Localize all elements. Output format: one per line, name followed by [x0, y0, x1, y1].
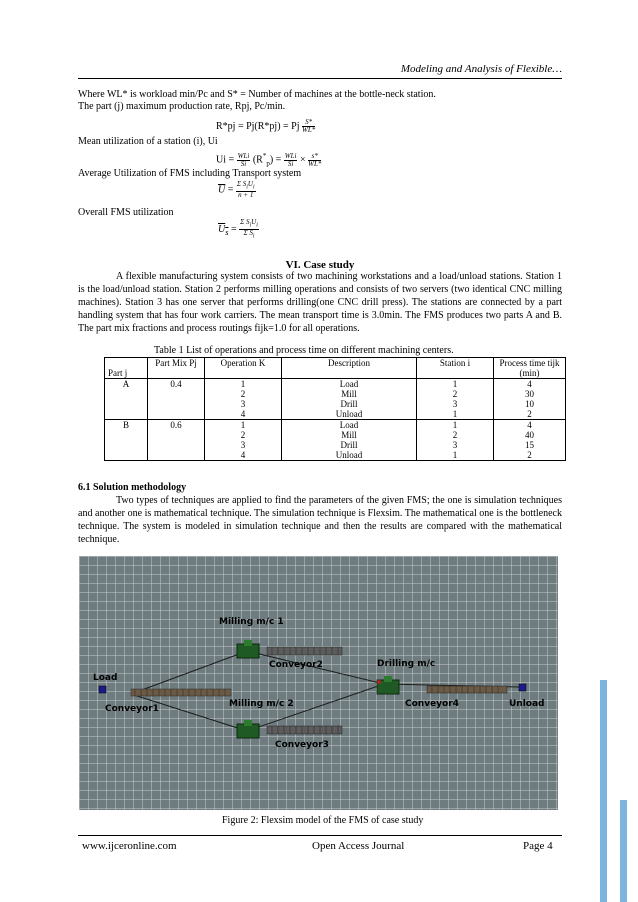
case-study-text: A flexible manufacturing system consists of two machining workstations and a load/unload stations. Station 1 is the load/unload station. Station 2 performs milling operations and consists of two servers (two identical CNC milling machines). Station 3 has one server that performs drilling(one CNC drill press). The stations are connected by a part handling system that has four work carriers. The mean transport time is 3.0min. The FMS produces two parts A and B. The part mix fractions and process routings fijk=1.0 for all operations.	[78, 271, 562, 334]
station-cell: 1	[417, 409, 494, 420]
time-cell: 4	[494, 420, 566, 431]
load-label: Load	[93, 673, 118, 683]
table-header-row	[105, 358, 566, 379]
station-cell: 1	[417, 379, 494, 390]
description-cell: Drill	[282, 440, 417, 450]
header-description: Description	[282, 358, 417, 379]
section-title: VI. Case study	[285, 259, 355, 271]
time-cell: 2	[494, 450, 566, 461]
mean-utilization-fraction-b: $\frac{\text{WLi}}{Si}$	[284, 151, 297, 168]
drilling-label: Drilling m/c	[377, 659, 436, 669]
table-row	[105, 450, 566, 461]
description-cell: Mill	[282, 389, 417, 399]
footer-website[interactable]: www.ijceronline.com	[82, 840, 177, 852]
time-cell: 4	[494, 379, 566, 390]
station-cell: 1	[417, 450, 494, 461]
table-row	[105, 430, 566, 440]
footer-rule	[78, 835, 562, 836]
methodology-paragraph	[78, 494, 562, 546]
mean-utilization-fraction-a: $\frac{\text{WLi}}{Si}$	[237, 151, 250, 168]
operation-cell: 3	[205, 399, 282, 409]
conveyor3-label: Conveyor3	[275, 740, 329, 750]
operation-cell: 1	[205, 379, 282, 390]
right-decor-bar	[620, 800, 627, 902]
description-cell: Load	[282, 420, 417, 431]
running-header: Modeling and Analysis of Flexible…	[400, 63, 562, 75]
mix-cell: 0.6	[148, 420, 205, 431]
station-cell: 3	[417, 440, 494, 450]
footer-page: Page 4	[523, 840, 553, 852]
part-cell: A	[105, 379, 148, 390]
average-utilization-label: Average Utilization of FMS including Transport system	[78, 168, 302, 179]
unload-label: Unload	[509, 699, 545, 709]
station-cell: 2	[417, 430, 494, 440]
methodology-title: 6.1 Solution methodology	[78, 482, 187, 493]
table-row	[105, 379, 566, 390]
time-cell: 15	[494, 440, 566, 450]
header-part: Part j	[105, 358, 148, 379]
operation-cell: 4	[205, 450, 282, 461]
mean-utilization-fraction-c: $\frac{s*}{WL*}$	[308, 151, 322, 168]
mean-utilization-equation-text: Ui =	[216, 154, 235, 166]
conveyor4	[427, 686, 507, 693]
header-mix: Part Mix Pj	[148, 358, 205, 379]
case-study-paragraph	[78, 270, 562, 335]
operation-cell: 3	[205, 440, 282, 450]
conveyor3	[267, 726, 342, 734]
milling2-label: Milling m/c 2	[229, 699, 294, 709]
header-station: Station i	[417, 358, 494, 379]
header-time: Process time tijk (min)	[494, 358, 566, 379]
mix-cell: 0.4	[148, 379, 205, 390]
conveyor1-label: Conveyor1	[105, 704, 159, 714]
station-cell: 3	[417, 399, 494, 409]
time-cell: 10	[494, 399, 566, 409]
footer-journal: Open Access Journal	[312, 840, 405, 852]
unload-sink	[519, 684, 526, 691]
milling1-label: Milling m/c 1	[219, 617, 284, 627]
table-caption: Table 1 List of operations and process time on different machining centers.	[154, 345, 454, 356]
figure-caption: Figure 2: Flexsim model of the FMS of case study	[222, 815, 424, 826]
operation-cell: 4	[205, 409, 282, 420]
right-decor-bar	[600, 680, 607, 902]
description-cell: Mill	[282, 430, 417, 440]
production-rate-equation-text: R*pj = Pj(R*pj) = Pj	[216, 120, 300, 132]
operation-cell: 2	[205, 430, 282, 440]
description-cell: Unload	[282, 409, 417, 420]
workload-definition: Where WL* is workload min/Pc and S* = Number of machines at the bottle-neck station.	[78, 89, 436, 100]
station-cell: 2	[417, 389, 494, 399]
header-rule	[78, 78, 562, 79]
production-rate-fraction: $\frac{S*}{WL*}$	[302, 118, 316, 134]
load-source	[99, 686, 106, 693]
mean-utilization-label: Mean utilization of a station (i), Ui	[78, 136, 218, 147]
production-rate-equation	[216, 119, 315, 134]
station-cell: 1	[417, 420, 494, 431]
flexsim-model-diagram	[79, 556, 558, 810]
time-cell: 2	[494, 409, 566, 420]
grid-background	[79, 556, 558, 810]
table-row	[105, 389, 566, 399]
conveyor4-label: Conveyor4	[405, 699, 459, 709]
mean-utilization-equation: Ui = $\frac{\text{WLi}}{Si}$ $(R^*_p)$ = $\frac{\text{WLi}}{Si}$ × $\frac{s*}{WL*}$	[216, 151, 322, 168]
overall-utilization-label: Overall FMS utilization	[78, 207, 174, 218]
part-cell: B	[105, 420, 148, 431]
table-row	[105, 399, 566, 409]
table-row	[105, 409, 566, 420]
production-rate-definition: The part (j) maximum production rate, Rpj, Pc/min.	[78, 101, 286, 112]
table-row	[105, 420, 566, 431]
time-cell: 40	[494, 430, 566, 440]
average-utilization-equation: $\overline{U}$ = $\frac{\Sigma S_iU_i}{n + 1}$	[218, 180, 255, 200]
time-cell: 30	[494, 389, 566, 399]
operation-cell: 2	[205, 389, 282, 399]
description-cell: Load	[282, 379, 417, 390]
description-cell: Unload	[282, 450, 417, 461]
flexsim-figure	[79, 556, 558, 810]
operation-cell: 1	[205, 420, 282, 431]
conveyor2-label: Conveyor2	[269, 660, 323, 670]
table-row	[105, 440, 566, 450]
overall-utilization-equation: $U_s$ = $\frac{\Sigma S_iU_i}{\Sigma S_i}$	[218, 218, 258, 240]
conveyor2	[267, 647, 342, 655]
operations-table	[104, 357, 566, 461]
conveyor1	[131, 689, 231, 696]
header-operation: Operation K	[205, 358, 282, 379]
description-cell: Drill	[282, 399, 417, 409]
methodology-text: Two types of techniques are applied to find the parameters of the given FMS; the one is simulation techniques and another one is mathematical technique. The simulation technique is Flexsim. The mathematical one is the bottleneck technique. The system is modeled in simulation technique and then the results are compared with the mathematical technique.	[78, 495, 562, 545]
